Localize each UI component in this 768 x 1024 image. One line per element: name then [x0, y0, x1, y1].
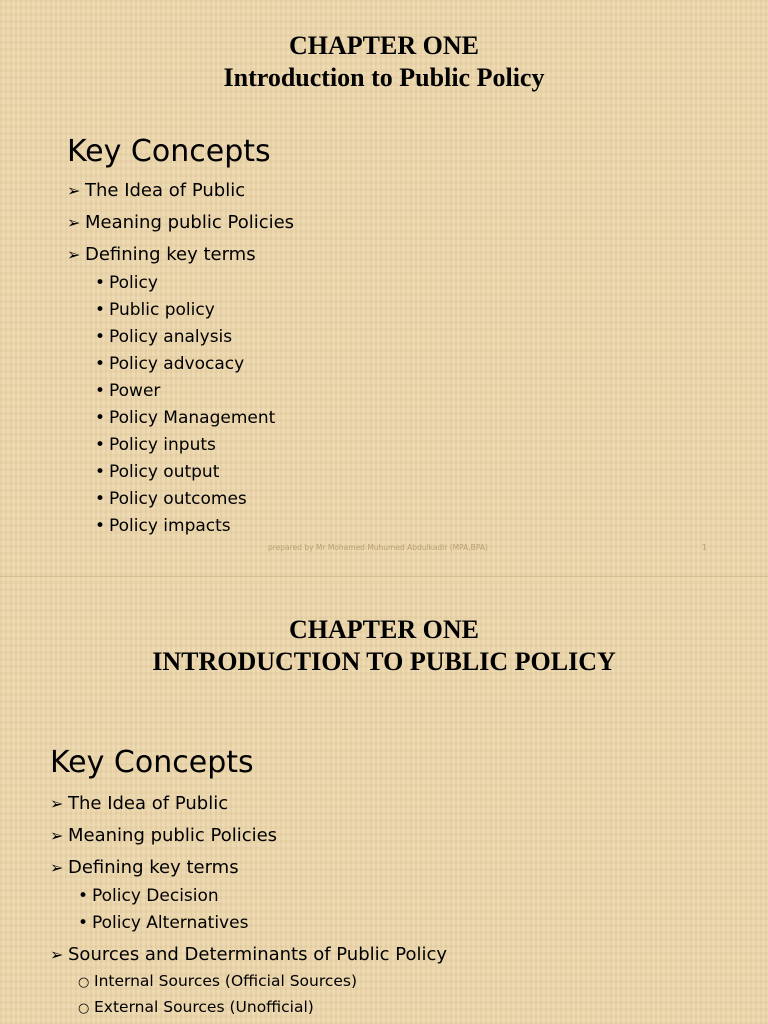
dot-bullet-icon: •	[95, 435, 106, 455]
dot-bullet-icon: •	[78, 886, 89, 906]
sources-list	[50, 939, 447, 971]
arrow-bullet-icon: ➢	[50, 945, 64, 964]
arrow-bullet-icon: ➢	[67, 213, 81, 232]
sub-list-item: • Policy output	[67, 459, 275, 486]
slide-2-title	[0, 614, 768, 678]
key-concepts-heading: Key Concepts	[50, 745, 254, 780]
dot-bullet-icon: •	[95, 354, 106, 374]
sub-list-item: • Power	[67, 378, 275, 405]
sub-list-item: • Policy Management	[67, 405, 275, 432]
list-item: ➢ Meaning public Policies	[67, 207, 294, 239]
dot-bullet-icon: •	[95, 273, 106, 293]
footer-author: prepared by Mr Mohamed Muhumed Abdulkadir (MPA,BPA)	[268, 543, 488, 552]
sub-list-item: • Policy	[67, 270, 275, 297]
sub-list-item: • Policy Decision	[50, 883, 248, 910]
sub-list-item: ○ External Sources (Unofficial)	[50, 995, 357, 1021]
list-item: ➢ Defining key terms	[67, 239, 294, 271]
chapter-label: CHAPTER ONE	[289, 31, 479, 60]
arrow-bullet-icon: ➢	[67, 245, 81, 264]
arrow-bullet-icon: ➢	[50, 794, 64, 813]
slide-2	[0, 576, 768, 1024]
dot-bullet-icon: •	[78, 913, 89, 933]
key-concepts-list	[67, 175, 294, 271]
dot-bullet-icon: •	[95, 327, 106, 347]
sub-list-item: • Public policy	[67, 297, 275, 324]
list-item: ➢ Sources and Determinants of Public Policy	[50, 939, 447, 971]
sub-list-item: • Policy analysis	[67, 324, 275, 351]
dot-bullet-icon: •	[95, 408, 106, 428]
key-terms-sublist	[50, 883, 248, 937]
sub-list-item: • Policy outcomes	[67, 486, 275, 513]
slide-1-title	[0, 30, 768, 94]
sub-list-item: • Policy Alternatives	[50, 910, 248, 937]
key-concepts-heading: Key Concepts	[67, 134, 271, 169]
circle-bullet-icon: ○	[78, 975, 90, 990]
arrow-bullet-icon: ➢	[67, 181, 81, 200]
sub-list-item: • Policy advocacy	[67, 351, 275, 378]
list-item: ➢ Meaning public Policies	[50, 820, 277, 852]
arrow-bullet-icon: ➢	[50, 858, 64, 877]
list-item: ➢ The Idea of Public	[50, 788, 277, 820]
dot-bullet-icon: •	[95, 489, 106, 509]
sub-list-item: • Policy impacts	[67, 513, 275, 540]
circle-bullet-icon: ○	[78, 1001, 90, 1016]
sources-sublist	[50, 969, 357, 1021]
arrow-bullet-icon: ➢	[50, 826, 64, 845]
page-number: 1	[702, 543, 707, 552]
chapter-title: INTRODUCTION TO PUBLIC POLICY	[152, 647, 616, 676]
list-item: ➢ The Idea of Public	[67, 175, 294, 207]
list-item: ➢ Defining key terms	[50, 852, 277, 884]
dot-bullet-icon: •	[95, 300, 106, 320]
chapter-label: CHAPTER ONE	[289, 615, 479, 644]
dot-bullet-icon: •	[95, 381, 106, 401]
key-terms-sublist	[67, 270, 275, 540]
chapter-title: Introduction to Public Policy	[223, 63, 545, 92]
sub-list-item: ○ Internal Sources (Official Sources)	[50, 969, 357, 995]
sub-list-item: • Policy inputs	[67, 432, 275, 459]
key-concepts-list	[50, 788, 277, 884]
dot-bullet-icon: •	[95, 462, 106, 482]
dot-bullet-icon: •	[95, 516, 106, 536]
